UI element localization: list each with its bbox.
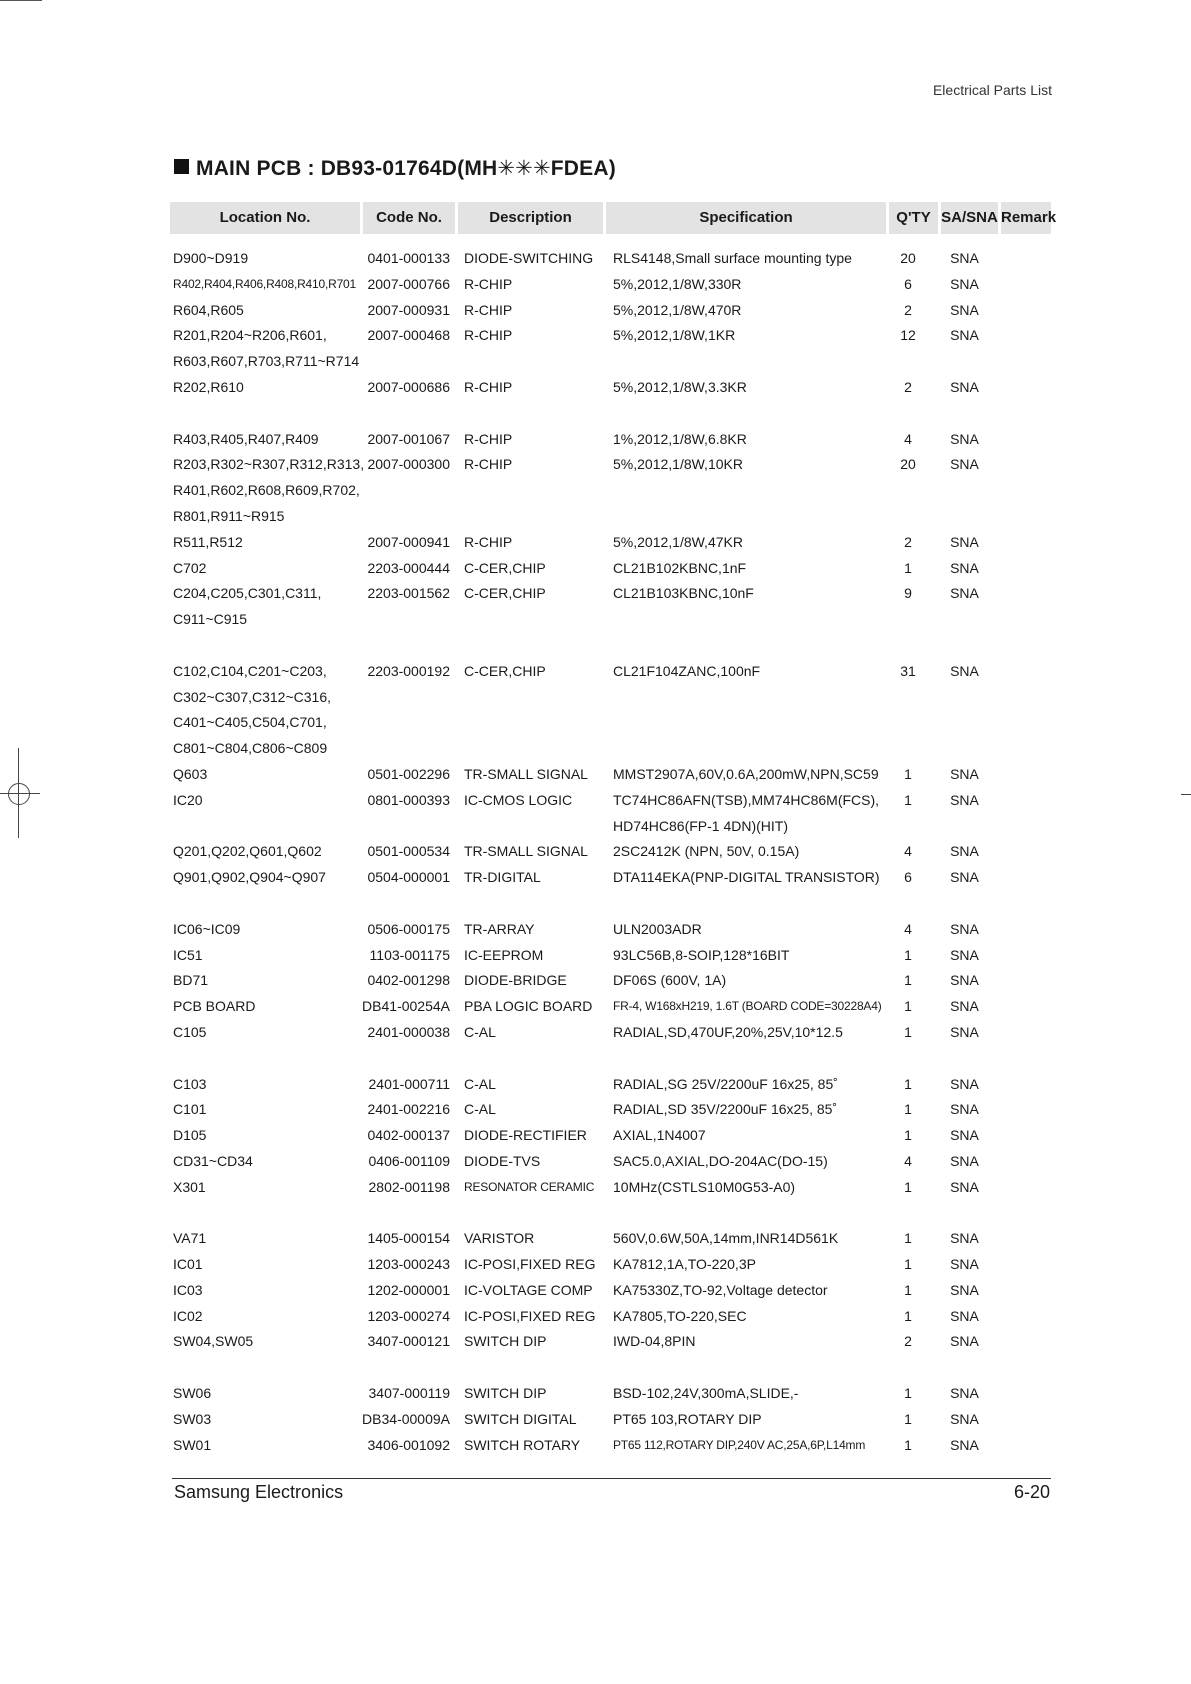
specification-cell: RADIAL,SG 25V/2200uF 16x25, 85˚ xyxy=(613,1075,838,1092)
table-row xyxy=(0,530,1191,556)
sa-sna-cell: SNA xyxy=(950,301,979,318)
sa-sna-cell: SNA xyxy=(950,662,979,679)
table-row xyxy=(0,685,1191,711)
specification-cell: RADIAL,SD 35V/2200uF 16x25, 85˚ xyxy=(613,1101,838,1118)
location-cell: SW06 xyxy=(173,1385,212,1402)
code-cell: 0401-000133 xyxy=(367,250,450,266)
description-cell: C-AL xyxy=(464,1101,496,1118)
qty-cell: 1 xyxy=(904,1307,912,1324)
location-cell: C101 xyxy=(173,1101,207,1118)
sa-sna-cell: SNA xyxy=(950,378,979,395)
table-row xyxy=(0,994,1191,1020)
code-cell: 3406-001092 xyxy=(367,1436,450,1453)
table-row xyxy=(0,891,1191,917)
location-cell: IC51 xyxy=(173,946,203,963)
code-cell: 0406-001109 xyxy=(368,1152,450,1169)
sa-sna-cell: SNA xyxy=(950,791,979,808)
location-cell: R402,R404,R406,R408,R410,R701 xyxy=(173,276,356,291)
specification-cell: KA75330Z,TO-92,Voltage detector xyxy=(613,1281,828,1298)
location-cell: C401~C405,C504,C701, xyxy=(173,714,327,731)
description-cell: SWITCH DIP xyxy=(464,1385,547,1402)
location-cell: SW03 xyxy=(173,1410,212,1427)
qty-cell: 4 xyxy=(904,1152,912,1169)
description-cell: IC-CMOS LOGIC xyxy=(464,791,573,808)
parts-table-body xyxy=(0,246,1191,1458)
location-cell: C911~C915 xyxy=(173,611,248,628)
specification-cell: 5%,2012,1/8W,47KR xyxy=(613,533,743,550)
description-cell: IC-POSI,FIXED REG xyxy=(464,1307,596,1324)
qty-cell: 2 xyxy=(904,301,912,318)
description-cell: RESONATOR CERAMIC xyxy=(464,1179,595,1194)
code-cell: DB34-00009A xyxy=(362,1410,450,1427)
code-cell: 0501-000534 xyxy=(367,843,450,860)
table-row xyxy=(0,1433,1191,1459)
table-row xyxy=(0,323,1191,349)
specification-cell: KA7805,TO-220,SEC xyxy=(613,1307,747,1324)
table-row xyxy=(0,1304,1191,1330)
code-cell: 2203-000192 xyxy=(367,662,450,679)
specification-cell: AXIAL,1N4007 xyxy=(613,1127,706,1144)
qty-cell: 4 xyxy=(904,843,912,860)
table-row xyxy=(0,710,1191,736)
code-cell: 1203-000243 xyxy=(367,1256,450,1273)
footer-company: Samsung Electronics xyxy=(174,1482,344,1502)
sa-sna-cell: SNA xyxy=(950,1023,979,1040)
table-row xyxy=(0,865,1191,891)
qty-cell: 1 xyxy=(904,1023,912,1040)
specification-cell: 5%,2012,1/8W,3.3KR xyxy=(613,378,747,395)
qty-cell: 9 xyxy=(904,585,912,602)
table-row xyxy=(0,659,1191,685)
location-cell: C702 xyxy=(173,559,207,576)
qty-cell: 1 xyxy=(904,1281,912,1298)
page-header-label: Electrical Parts List xyxy=(932,82,1052,98)
code-cell: 2007-001067 xyxy=(367,430,450,447)
description-cell: SWITCH DIP xyxy=(464,1333,547,1350)
sa-sna-cell: SNA xyxy=(950,327,979,344)
specification-cell: RADIAL,SD,470UF,20%,25V,10*12.5 xyxy=(613,1023,843,1040)
page-number: 6-20 xyxy=(1013,1482,1050,1502)
location-cell: CD31~CD34 xyxy=(173,1152,253,1169)
location-cell: X301 xyxy=(173,1178,206,1195)
code-cell: 2007-000300 xyxy=(367,456,450,473)
table-row xyxy=(0,1046,1191,1072)
location-cell: IC01 xyxy=(173,1256,203,1273)
code-cell: 2007-000686 xyxy=(367,378,450,395)
description-cell: SWITCH ROTARY xyxy=(464,1436,581,1453)
code-cell: 1202-000001 xyxy=(367,1281,450,1298)
sa-sna-cell: SNA xyxy=(950,946,979,963)
table-row xyxy=(0,452,1191,478)
qty-cell: 1 xyxy=(904,972,912,989)
location-cell: VA71 xyxy=(173,1230,207,1247)
location-cell: R403,R405,R407,R409 xyxy=(173,430,319,447)
table-row xyxy=(0,1252,1191,1278)
code-cell: 2802-001198 xyxy=(368,1178,450,1195)
header-description: Description xyxy=(458,202,603,234)
location-cell: D105 xyxy=(173,1127,207,1144)
sa-sna-cell: SNA xyxy=(950,1307,979,1324)
code-cell: 1203-000274 xyxy=(367,1307,450,1324)
specification-cell: CL21B102KBNC,1nF xyxy=(613,559,747,576)
location-cell: IC02 xyxy=(173,1307,203,1324)
location-cell: R203,R302~R307,R312,R313, xyxy=(173,456,365,473)
table-row xyxy=(0,298,1191,324)
location-cell: Q603 xyxy=(173,765,208,782)
table-row xyxy=(0,556,1191,582)
code-cell: 1103-001175 xyxy=(369,946,450,963)
sa-sna-cell: SNA xyxy=(950,920,979,937)
specification-cell: 5%,2012,1/8W,1KR xyxy=(613,327,736,344)
header-sa-sna: SA/SNA xyxy=(941,202,998,234)
table-row xyxy=(0,1381,1191,1407)
location-cell: R202,R610 xyxy=(173,378,244,395)
specification-cell: BSD-102,24V,300mA,SLIDE,- xyxy=(613,1385,799,1402)
table-row xyxy=(0,1097,1191,1123)
qty-cell: 1 xyxy=(904,946,912,963)
table-row xyxy=(0,943,1191,969)
table-row xyxy=(0,504,1191,530)
qty-cell: 2 xyxy=(904,1333,912,1350)
sa-sna-cell: SNA xyxy=(950,1281,979,1298)
code-cell: 1405-000154 xyxy=(367,1230,450,1247)
description-cell: R-CHIP xyxy=(464,275,513,292)
sa-sna-cell: SNA xyxy=(950,275,979,292)
description-cell: C-AL xyxy=(464,1023,496,1040)
description-cell: TR-DIGITAL xyxy=(464,869,541,886)
sa-sna-cell: SNA xyxy=(950,1178,979,1195)
description-cell: IC-VOLTAGE COMP xyxy=(464,1281,593,1298)
sa-sna-cell: SNA xyxy=(950,1410,979,1427)
description-cell: VARISTOR xyxy=(464,1230,535,1247)
table-row xyxy=(0,1200,1191,1226)
table-row xyxy=(0,607,1191,633)
description-cell: PBA LOGIC BOARD xyxy=(464,998,593,1015)
specification-cell: KA7812,1A,TO-220,3P xyxy=(613,1256,756,1273)
specification-cell: RLS4148,Small surface mounting type xyxy=(613,250,852,266)
sa-sna-cell: SNA xyxy=(950,765,979,782)
location-cell: R801,R911~R915 xyxy=(173,507,285,524)
table-row xyxy=(0,788,1191,814)
specification-cell: 2SC2412K (NPN, 50V, 0.15A) xyxy=(613,843,800,860)
code-cell: 2203-001562 xyxy=(367,585,450,602)
header-qty: Q'TY xyxy=(889,202,938,234)
header-specification: Specification xyxy=(606,202,886,234)
table-row xyxy=(0,917,1191,943)
sa-sna-cell: SNA xyxy=(950,1385,979,1402)
qty-cell: 1 xyxy=(904,1410,912,1427)
qty-cell: 31 xyxy=(900,662,916,679)
code-cell: 0801-000393 xyxy=(367,791,450,808)
location-cell: C105 xyxy=(173,1023,207,1040)
sa-sna-cell: SNA xyxy=(950,1101,979,1118)
specification-cell: 93LC56B,8-SOIP,128*16BIT xyxy=(613,946,790,963)
qty-cell: 4 xyxy=(904,430,912,447)
code-cell: 2007-000468 xyxy=(367,327,450,344)
specification-cell: 560V,0.6W,50A,14mm,INR14D561K xyxy=(613,1230,839,1247)
description-cell: R-CHIP xyxy=(464,533,513,550)
header-location: Location No. xyxy=(170,202,360,234)
header-remark: Remark xyxy=(1001,202,1051,234)
code-cell: 0402-000137 xyxy=(367,1127,450,1144)
table-row xyxy=(0,1226,1191,1252)
table-header xyxy=(170,202,1057,234)
location-cell: C103 xyxy=(173,1075,207,1092)
location-cell: C801~C804,C806~C809 xyxy=(173,740,328,757)
code-cell: 0506-000175 xyxy=(367,920,450,937)
specification-cell: 1%,2012,1/8W,6.8KR xyxy=(613,430,747,447)
table-row xyxy=(0,633,1191,659)
sa-sna-cell: SNA xyxy=(950,1075,979,1092)
header-code: Code No. xyxy=(363,202,455,234)
qty-cell: 6 xyxy=(904,869,912,886)
section-title xyxy=(174,156,616,181)
qty-cell: 6 xyxy=(904,275,912,292)
specification-cell: FR-4, W168xH219, 1.6T (BOARD CODE=30228A4) xyxy=(613,999,882,1014)
description-cell: DIODE-SWITCHING xyxy=(464,250,594,266)
table-row xyxy=(0,1175,1191,1201)
specification-cell: CL21F104ZANC,100nF xyxy=(613,662,761,679)
sa-sna-cell: SNA xyxy=(950,843,979,860)
sa-sna-cell: SNA xyxy=(950,456,979,473)
description-cell: C-CER,CHIP xyxy=(464,559,546,576)
location-cell: Q201,Q202,Q601,Q602 xyxy=(173,843,322,860)
specification-cell: MMST2907A,60V,0.6A,200mW,NPN,SC59 xyxy=(613,765,879,782)
qty-cell: 1 xyxy=(904,1230,912,1247)
location-cell: R603,R607,R703,R711~R714 xyxy=(173,353,360,370)
description-cell: R-CHIP xyxy=(464,327,513,344)
location-cell: C102,C104,C201~C203, xyxy=(173,662,327,679)
location-cell: Q901,Q902,Q904~Q907 xyxy=(173,869,326,886)
code-cell: 3407-000121 xyxy=(367,1333,450,1350)
qty-cell: 1 xyxy=(904,998,912,1015)
code-cell: 0402-001298 xyxy=(367,972,450,989)
sa-sna-cell: SNA xyxy=(950,585,979,602)
qty-cell: 1 xyxy=(904,1256,912,1273)
qty-cell: 20 xyxy=(900,456,916,473)
description-cell: DIODE-TVS xyxy=(464,1152,541,1169)
table-row xyxy=(0,478,1191,504)
code-cell: 2007-000941 xyxy=(367,533,450,550)
code-cell: 3407-000119 xyxy=(368,1385,450,1402)
table-row xyxy=(0,1355,1191,1381)
code-cell: 0504-000001 xyxy=(367,869,450,886)
location-cell: BD71 xyxy=(173,972,209,989)
location-cell: IC03 xyxy=(173,1281,203,1298)
sa-sna-cell: SNA xyxy=(950,998,979,1015)
sa-sna-cell: SNA xyxy=(950,430,979,447)
table-row xyxy=(0,1020,1191,1046)
sa-sna-cell: SNA xyxy=(950,250,979,266)
footer-divider xyxy=(172,1478,1051,1479)
table-row xyxy=(0,1149,1191,1175)
description-cell: C-CER,CHIP xyxy=(464,662,546,679)
sa-sna-cell: SNA xyxy=(950,869,979,886)
sa-sna-cell: SNA xyxy=(950,1333,979,1350)
location-cell: R511,R512 xyxy=(173,533,243,550)
description-cell: TR-ARRAY xyxy=(464,920,535,937)
location-cell: IC06~IC09 xyxy=(173,920,241,937)
specification-cell: SAC5.0,AXIAL,DO-204AC(DO-15) xyxy=(613,1152,828,1169)
specification-cell: TC74HC86AFN(TSB),MM74HC86M(FCS), xyxy=(613,791,880,808)
specification-cell: IWD-04,8PIN xyxy=(613,1333,696,1350)
qty-cell: 1 xyxy=(904,1101,912,1118)
table-row xyxy=(0,427,1191,453)
location-cell: C204,C205,C301,C311, xyxy=(173,585,322,602)
description-cell: SWITCH DIGITAL xyxy=(464,1410,577,1427)
qty-cell: 1 xyxy=(904,1178,912,1195)
sa-sna-cell: SNA xyxy=(950,559,979,576)
description-cell: C-AL xyxy=(464,1075,496,1092)
sa-sna-cell: SNA xyxy=(950,1256,979,1273)
qty-cell: 20 xyxy=(900,250,916,266)
specification-cell: HD74HC86(FP-1 4DN)(HIT) xyxy=(613,817,789,834)
code-cell: 2401-000711 xyxy=(368,1075,450,1092)
specification-cell: DF06S (600V, 1A) xyxy=(613,972,727,989)
description-cell: TR-SMALL SIGNAL xyxy=(464,765,588,782)
table-row xyxy=(0,401,1191,427)
sa-sna-cell: SNA xyxy=(950,1127,979,1144)
square-bullet-icon xyxy=(174,159,189,174)
specification-cell: PT65 103,ROTARY DIP xyxy=(613,1410,762,1427)
section-title-text: MAIN PCB : DB93-01764D(MH✳✳✳FDEA) xyxy=(196,157,616,180)
qty-cell: 1 xyxy=(904,1075,912,1092)
table-row xyxy=(0,814,1191,840)
code-cell: 2203-000444 xyxy=(367,559,450,576)
code-cell: 2401-000038 xyxy=(367,1023,450,1040)
specification-cell: ULN2003ADR xyxy=(613,920,702,937)
description-cell: R-CHIP xyxy=(464,378,513,395)
location-cell: R201,R204~R206,R601, xyxy=(173,327,327,344)
code-cell: 0501-002296 xyxy=(367,765,450,782)
table-row xyxy=(0,1278,1191,1304)
qty-cell: 1 xyxy=(904,791,912,808)
qty-cell: 2 xyxy=(904,378,912,395)
qty-cell: 1 xyxy=(904,1385,912,1402)
specification-cell: 5%,2012,1/8W,470R xyxy=(613,301,742,318)
location-cell: R604,R605 xyxy=(173,301,244,318)
table-row xyxy=(0,839,1191,865)
sa-sna-cell: SNA xyxy=(950,533,979,550)
description-cell: C-CER,CHIP xyxy=(464,585,546,602)
qty-cell: 1 xyxy=(904,559,912,576)
sa-sna-cell: SNA xyxy=(950,1230,979,1247)
table-row xyxy=(0,968,1191,994)
qty-cell: 4 xyxy=(904,920,912,937)
table-row xyxy=(0,246,1191,272)
description-cell: DIODE-BRIDGE xyxy=(464,972,567,989)
description-cell: IC-POSI,FIXED REG xyxy=(464,1256,596,1273)
specification-cell: DTA114EKA(PNP-DIGITAL TRANSISTOR) xyxy=(613,869,880,886)
specification-cell: 10MHz(CSTLS10M0G53-A0) xyxy=(613,1178,796,1195)
location-cell: R401,R602,R608,R609,R702, xyxy=(173,482,360,499)
sa-sna-cell: SNA xyxy=(950,1152,979,1169)
description-cell: TR-SMALL SIGNAL xyxy=(464,843,588,860)
qty-cell: 1 xyxy=(904,1436,912,1453)
table-row xyxy=(0,272,1191,298)
location-cell: C302~C307,C312~C316, xyxy=(173,688,332,705)
sa-sna-cell: SNA xyxy=(950,972,979,989)
location-cell: D900~D919 xyxy=(173,250,249,266)
code-cell: 2401-002216 xyxy=(367,1101,450,1118)
specification-cell: 5%,2012,1/8W,10KR xyxy=(613,456,743,473)
table-row xyxy=(0,1123,1191,1149)
table-row xyxy=(0,1329,1191,1355)
description-cell: IC-EEPROM xyxy=(464,946,544,963)
table-row xyxy=(0,762,1191,788)
location-cell: SW01 xyxy=(173,1436,212,1453)
location-cell: SW04,SW05 xyxy=(173,1333,254,1350)
location-cell: IC20 xyxy=(173,791,203,808)
crop-mark-top xyxy=(0,0,42,1)
table-row xyxy=(0,1407,1191,1433)
specification-cell: 5%,2012,1/8W,330R xyxy=(613,275,742,292)
qty-cell: 12 xyxy=(900,327,916,344)
qty-cell: 1 xyxy=(904,765,912,782)
table-row xyxy=(0,1072,1191,1098)
location-cell: PCB BOARD xyxy=(173,998,256,1015)
sa-sna-cell: SNA xyxy=(950,1436,979,1453)
code-cell: 2007-000766 xyxy=(367,275,450,292)
code-cell: 2007-000931 xyxy=(367,301,450,318)
specification-cell: PT65 112,ROTARY DIP,240V AC,25A,6P,L14mm xyxy=(613,1437,866,1452)
description-cell: DIODE-RECTIFIER xyxy=(464,1127,587,1144)
description-cell: R-CHIP xyxy=(464,301,513,318)
table-row xyxy=(0,349,1191,375)
qty-cell: 2 xyxy=(904,533,912,550)
table-row xyxy=(0,736,1191,762)
description-cell: R-CHIP xyxy=(464,456,513,473)
table-row xyxy=(0,375,1191,401)
code-cell: DB41-00254A xyxy=(362,998,450,1015)
table-row xyxy=(0,581,1191,607)
specification-cell: CL21B103KBNC,10nF xyxy=(613,585,754,602)
description-cell: R-CHIP xyxy=(464,430,513,447)
qty-cell: 1 xyxy=(904,1127,912,1144)
